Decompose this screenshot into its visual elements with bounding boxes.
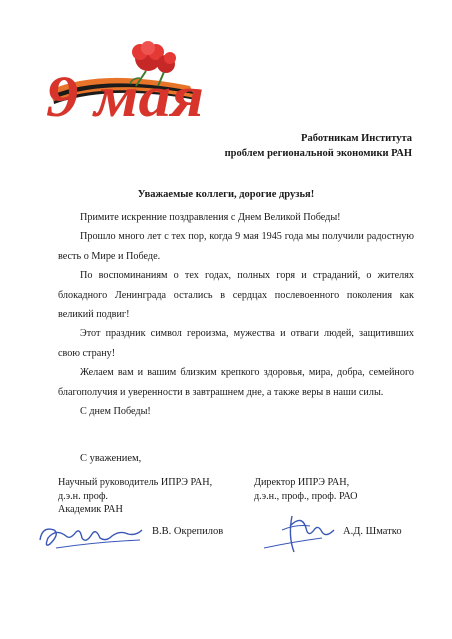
signature-right-icon	[262, 508, 342, 558]
paragraph: Примите искренние поздравления с Днем Великой Победы!	[80, 212, 341, 223]
signature-left-icon	[36, 518, 146, 558]
signatory-right-title-2: д.э.н., проф., проф. РАО	[254, 490, 358, 502]
addressee-line-1: Работникам Института	[301, 133, 412, 144]
victory-day-logo	[40, 38, 210, 124]
letter-body	[58, 208, 414, 421]
signatory-left-title-1: Научный руководитель ИПРЭ РАН,	[58, 477, 213, 488]
signatory-left-title-2: д.э.н. проф.	[58, 490, 108, 502]
paragraph: С днем Победы!	[80, 406, 151, 418]
paragraph: Желаем вам и вашим близким крепкого здоровья, мира, добра, семейного благополучия и уверенности в завтрашнем дне, а также веры в наши силы.	[58, 367, 414, 398]
paragraph: Этот праздник символ героизма, мужества и отваги людей, защитивших свою страну!	[58, 328, 414, 359]
paragraph: По воспоминаниям о тех годах, полных горя и страданий, о жителях блокадного Ленинграда остались в сердцах послевоенного поколения как великий подвиг!	[58, 270, 414, 321]
closing-regards: С уважением,	[80, 453, 142, 464]
signatory-left-titles	[58, 476, 212, 517]
paragraph: Прошло много лет с тех пор, когда 9 мая 1945 года мы получили радостную весть о Мире и Победе.	[58, 231, 414, 262]
addressee-block	[225, 131, 412, 161]
signatory-right-name: А.Д. Шматко	[343, 526, 402, 537]
signatory-right-titles	[254, 476, 358, 503]
signatory-right-title-1: Директор ИПРЭ РАН,	[254, 477, 350, 488]
addressee-line-2: проблем региональной экономики РАН	[224, 148, 412, 159]
signatory-left-title-3: Академик РАН	[58, 504, 123, 515]
logo-text: 9 мая	[46, 64, 204, 124]
salutation: Уважаемые коллеги, дорогие друзья!	[137, 189, 315, 200]
signatory-left-name: В.В. Окрепилов	[152, 526, 224, 537]
